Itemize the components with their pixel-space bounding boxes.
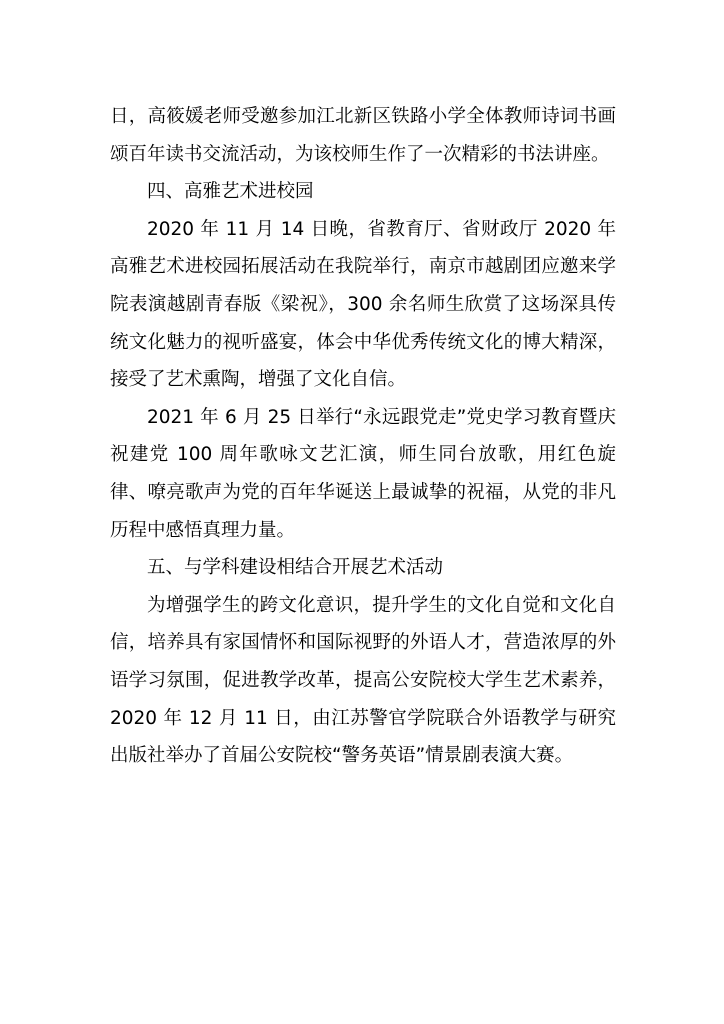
- section-heading-5: 五、与学科建设相结合开展艺术活动: [147, 557, 444, 579]
- paragraph-party-concert: 2021 年 6 月 25 日举行“永远跟党走”党史学习教育暨庆祝建党 100 周年歌咏文艺汇演，师生同台放歌，用红色旋律、嘹亮歌声为党的百年华诞送上最诚挚的祝福，从党的非凡历程中感悟真理力量。: [110, 406, 616, 541]
- paragraph-arts-event: 2020 年 11 月 14 日晚，省教育厅、省财政厅 2020 年高雅艺术进校园拓展活动在我院举行，南京市越剧团应邀来学院表演越剧青春版《梁祝》，300 余名师生欣赏了这场深具传统文化魅力的视听盛宴，体会中华优秀传统文化的博大精深，接受了艺术熏陶，增强了文化自信。: [110, 218, 616, 391]
- document-body: [110, 98, 616, 775]
- section-heading-4: 四、高雅艺术进校园: [147, 181, 314, 203]
- paragraph-continuation: 日，高筱媛老师受邀参加江北新区铁路小学全体教师诗词书画颂百年读书交流活动，为该校师生作了一次精彩的书法讲座。: [110, 106, 616, 165]
- paragraph-english-contest: 为增强学生的跨文化意识，提升学生的文化自觉和文化自信，培养具有家国情怀和国际视野的外语人才，营造浓厚的外语学习氛围，促进教学改革，提高公安院校大学生艺术素养，2020 年 12 月 11 日，由江苏警官学院联合外语教学与研究出版社举办了首届公安院校“警务英语”情景剧表演大赛。: [110, 594, 616, 767]
